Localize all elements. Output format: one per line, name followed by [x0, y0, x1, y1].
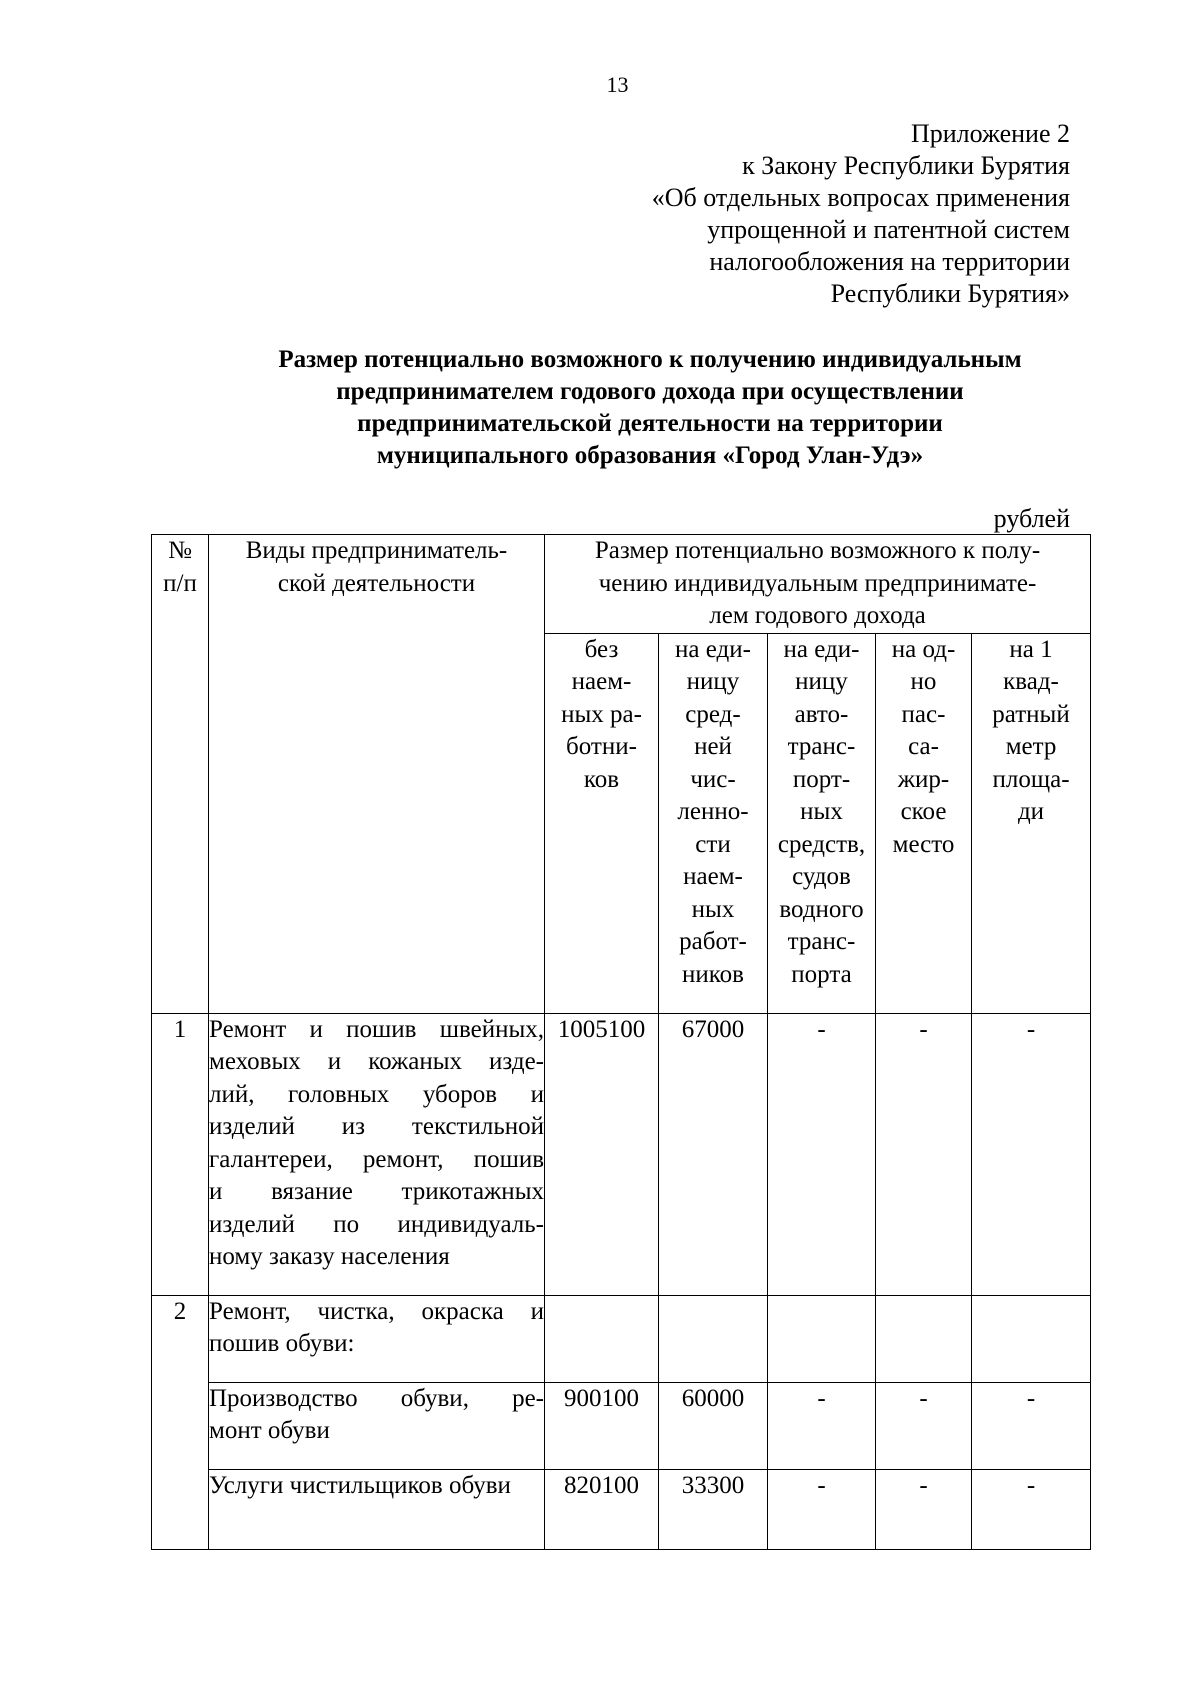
annex-line: налогообложения на территории	[709, 247, 1070, 276]
value-cell	[768, 1295, 876, 1382]
header-line: ратный	[992, 700, 1070, 728]
annex-line: «Об отдельных вопросах применения	[651, 183, 1070, 212]
title-line: предпринимателем годового дохода при осуществлении	[336, 378, 964, 405]
header-line: п/п	[163, 569, 197, 597]
header-line: порта	[791, 960, 852, 988]
activity-description	[209, 1013, 545, 1295]
income-table	[151, 534, 1091, 1550]
currency-unit: рублей	[993, 504, 1070, 533]
activity-description	[209, 1469, 545, 1549]
row-number: 1	[152, 1013, 209, 1295]
table-row	[152, 1295, 1091, 1382]
value-cell: 67000	[659, 1013, 768, 1295]
activity-line: и вязание трикотажных	[209, 1178, 544, 1205]
header-line: ных ра-	[561, 700, 642, 728]
header-line: ботни-	[566, 733, 637, 760]
activity-line: ному заказу населения	[209, 1243, 450, 1270]
activity-line: изделий по индивидуаль-	[209, 1210, 544, 1238]
header-line: порт-	[792, 765, 851, 793]
header-line: ных	[691, 895, 735, 923]
activity-line: галантереи, ремонт, пошив	[209, 1145, 544, 1173]
table-row	[152, 1469, 1091, 1549]
header-line: ской деятельности	[277, 569, 476, 597]
page-number: 13	[606, 72, 629, 97]
annex-line: упрощенной и патентной систем	[707, 215, 1070, 244]
header-line: сред-	[685, 700, 741, 728]
header-line: водного	[779, 895, 864, 923]
activity-line: меховых и кожаных изде-	[209, 1048, 544, 1075]
header-per-seat	[876, 633, 972, 1013]
activity-line: монт обуви	[209, 1417, 330, 1444]
header-line: сти	[695, 830, 731, 858]
table-row	[152, 1382, 1091, 1469]
header-line: на еди-	[783, 635, 860, 663]
header-line: метр	[1005, 733, 1057, 760]
value-cell	[545, 1295, 659, 1382]
value-cell: -	[876, 1013, 972, 1295]
header-line: пас-	[901, 700, 946, 728]
header-line: место	[892, 830, 955, 858]
activity-description	[209, 1382, 545, 1469]
value-cell: 1005100	[545, 1013, 659, 1295]
header-line: наем-	[683, 863, 743, 890]
header-per-square-meter	[972, 633, 1091, 1013]
value-cell: -	[972, 1382, 1091, 1469]
value-cell	[972, 1295, 1091, 1382]
header-line: квад-	[1003, 668, 1059, 695]
header-number	[152, 535, 209, 1014]
header-line: са-	[908, 733, 939, 760]
header-line: ницу	[686, 668, 740, 695]
activity-line: Услуги чистильщиков обуви	[209, 1471, 511, 1499]
activity-description	[209, 1295, 545, 1382]
header-no-employees	[545, 633, 659, 1013]
value-cell	[876, 1295, 972, 1382]
header-line: на од-	[891, 635, 956, 663]
header-line: ди	[1017, 798, 1045, 825]
value-cell: -	[972, 1013, 1091, 1295]
value-cell: 820100	[545, 1469, 659, 1549]
header-line: авто-	[794, 700, 849, 728]
value-cell: 60000	[659, 1382, 768, 1469]
header-per-employee	[659, 633, 768, 1013]
header-line: чис-	[690, 765, 736, 793]
table-row	[152, 1013, 1091, 1295]
value-cell: -	[972, 1469, 1091, 1549]
header-line: средств,	[777, 830, 866, 858]
header-line: ников	[682, 960, 744, 988]
header-income-group	[545, 535, 1091, 634]
header-line: жир-	[897, 765, 950, 793]
value-cell: 33300	[659, 1469, 768, 1549]
header-line: работ-	[679, 928, 747, 955]
value-cell: -	[876, 1469, 972, 1549]
activity-line: изделий из текстильной	[209, 1113, 544, 1140]
header-line: но	[910, 668, 937, 695]
header-line: Размер потенциально возможного к полу-	[594, 537, 1041, 564]
header-line: ней	[694, 733, 732, 760]
header-line: ское	[900, 798, 947, 825]
value-cell: -	[768, 1382, 876, 1469]
header-line: транс-	[787, 928, 856, 955]
header-line: ков	[583, 765, 620, 793]
header-line: без	[584, 635, 619, 663]
header-line: №	[168, 537, 192, 564]
header-line: ленно-	[677, 798, 749, 825]
header-line: транс-	[787, 733, 856, 760]
annex-line: Республики Бурятия»	[830, 279, 1070, 308]
title-line: предпринимательской деятельности на территории	[357, 410, 943, 437]
header-line: судов	[792, 863, 851, 890]
activity-line: лий, головных уборов и	[209, 1080, 544, 1108]
header-activity-kind	[209, 535, 545, 1014]
activity-line: Ремонт и пошив швейных,	[209, 1015, 544, 1043]
annex-line: Приложение 2	[910, 119, 1070, 148]
activity-line: Производство обуви, ре-	[209, 1384, 544, 1412]
value-cell: -	[768, 1013, 876, 1295]
document-title	[200, 344, 1100, 472]
header-line: чению индивидуальным предпринимате-	[598, 569, 1037, 597]
annex-reference	[652, 118, 1070, 310]
header-per-vehicle	[768, 633, 876, 1013]
value-cell	[659, 1295, 768, 1382]
row-number: 2	[152, 1295, 209, 1549]
value-cell: 900100	[545, 1382, 659, 1469]
header-line: ных	[800, 798, 843, 825]
annex-line: к Закону Республики Бурятия	[742, 151, 1070, 180]
header-line: наем-	[571, 668, 632, 695]
title-line: муниципального образования «Город Улан-Удэ»	[376, 442, 924, 469]
header-line: площа-	[992, 765, 1070, 793]
value-cell: -	[876, 1382, 972, 1469]
header-line: Виды предприниматель-	[245, 537, 508, 564]
header-line: на 1	[1009, 635, 1053, 663]
activity-line: пошив обуви:	[209, 1330, 355, 1357]
header-line: ницу	[795, 668, 848, 695]
value-cell: -	[768, 1469, 876, 1549]
activity-line: Ремонт, чистка, окраска и	[209, 1297, 544, 1325]
header-row	[152, 535, 1091, 634]
header-line: лем годового дохода	[709, 602, 926, 629]
header-line: на еди-	[675, 635, 751, 663]
title-line: Размер потенциально возможного к получению индивидуальным	[278, 346, 1022, 373]
